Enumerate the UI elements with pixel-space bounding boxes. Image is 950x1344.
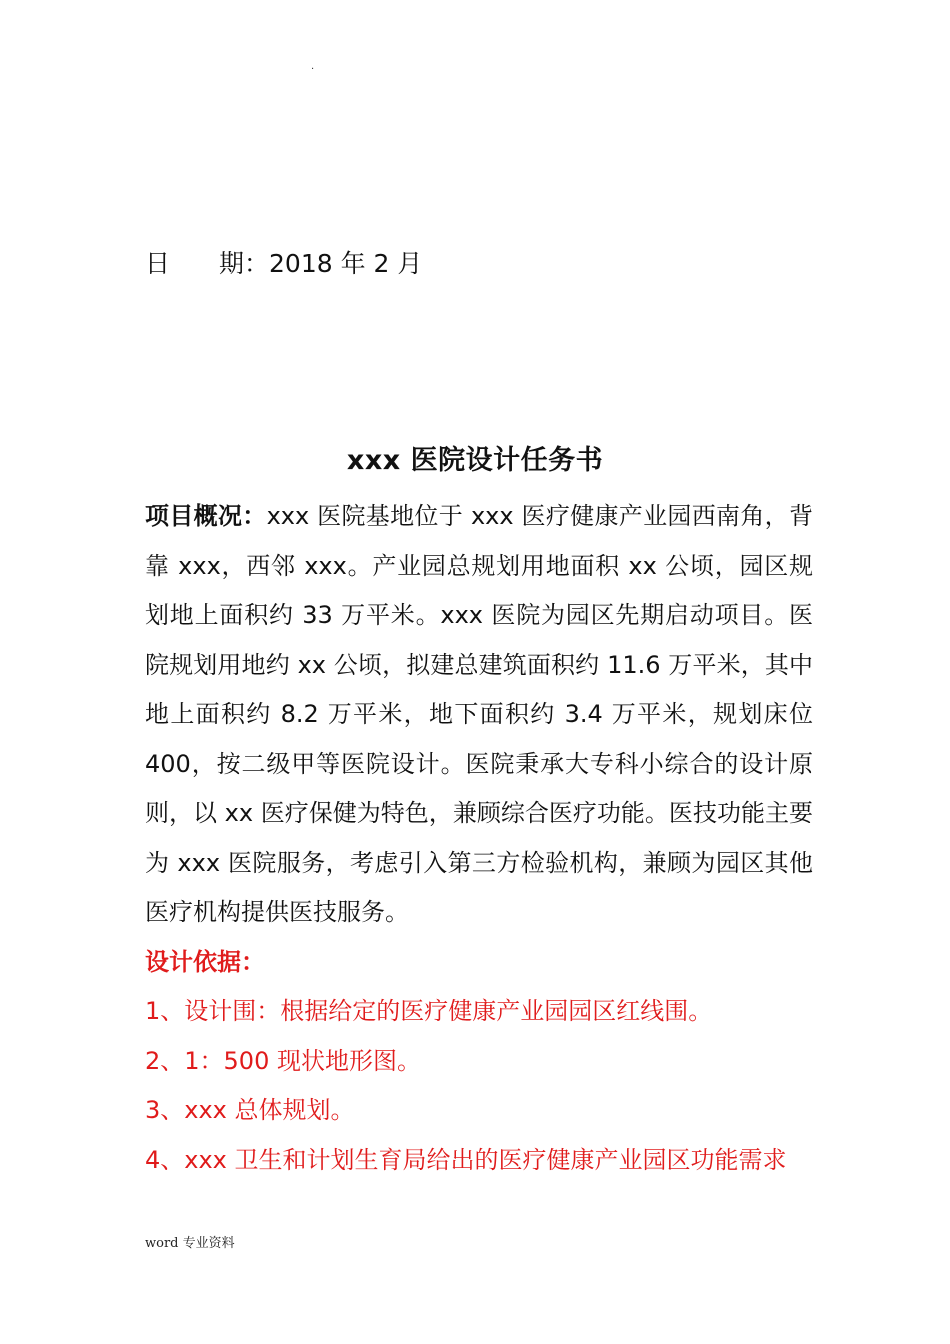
header-mark: . [311,61,315,72]
design-basis-heading: 设计依据： [145,947,265,976]
design-basis-item: 2、1：500 现状地形图。 [145,1046,421,1075]
design-basis-item: 3、xxx 总体规划。 [145,1096,355,1124]
project-overview-paragraph [145,492,813,938]
date-value: 2018 年 2 月 [269,249,423,278]
project-overview-text: xxx 医院基地位于 xxx 医疗健康产业园西南角，背靠 xxx，西邻 xxx。产业园总规划用地面积 xx 公顷，园区规划地上面积约 33 万平米。xxx 医院为园区先期启动项目。医院规划用地约 xx 公顷，拟建总建筑面积约 11.6 万平米，其中地上面积约 8.2 万平米，地下面积约 3.4 万平米，规划床位 400，按二级甲等医院设计。医院秉承大专科小综合的设计原则，以 xx 医疗保健为特色，兼顾综合医疗功能。医技功能主要为 xxx 医院服务，考虑引入第三方检验机构，兼顾为园区其他医疗机构提供医技服务。 [145,502,813,926]
design-basis-item: 1、设计围：根据给定的医疗健康产业园园区红线围。 [145,997,713,1025]
date-label-part1: 日 [145,249,171,278]
document-title: xxx 医院设计任务书 [346,445,604,476]
date-line [145,246,422,282]
design-basis-list [145,987,813,1185]
document-body [145,492,813,1185]
page-footer: word 专业资料 [145,1236,235,1251]
project-overview-heading: 项目概况： [145,502,267,530]
date-label-part2: 期： [219,249,270,278]
design-basis-item: 4、xxx 卫生和计划生育局给出的医疗健康产业园区功能需求 [145,1145,787,1174]
